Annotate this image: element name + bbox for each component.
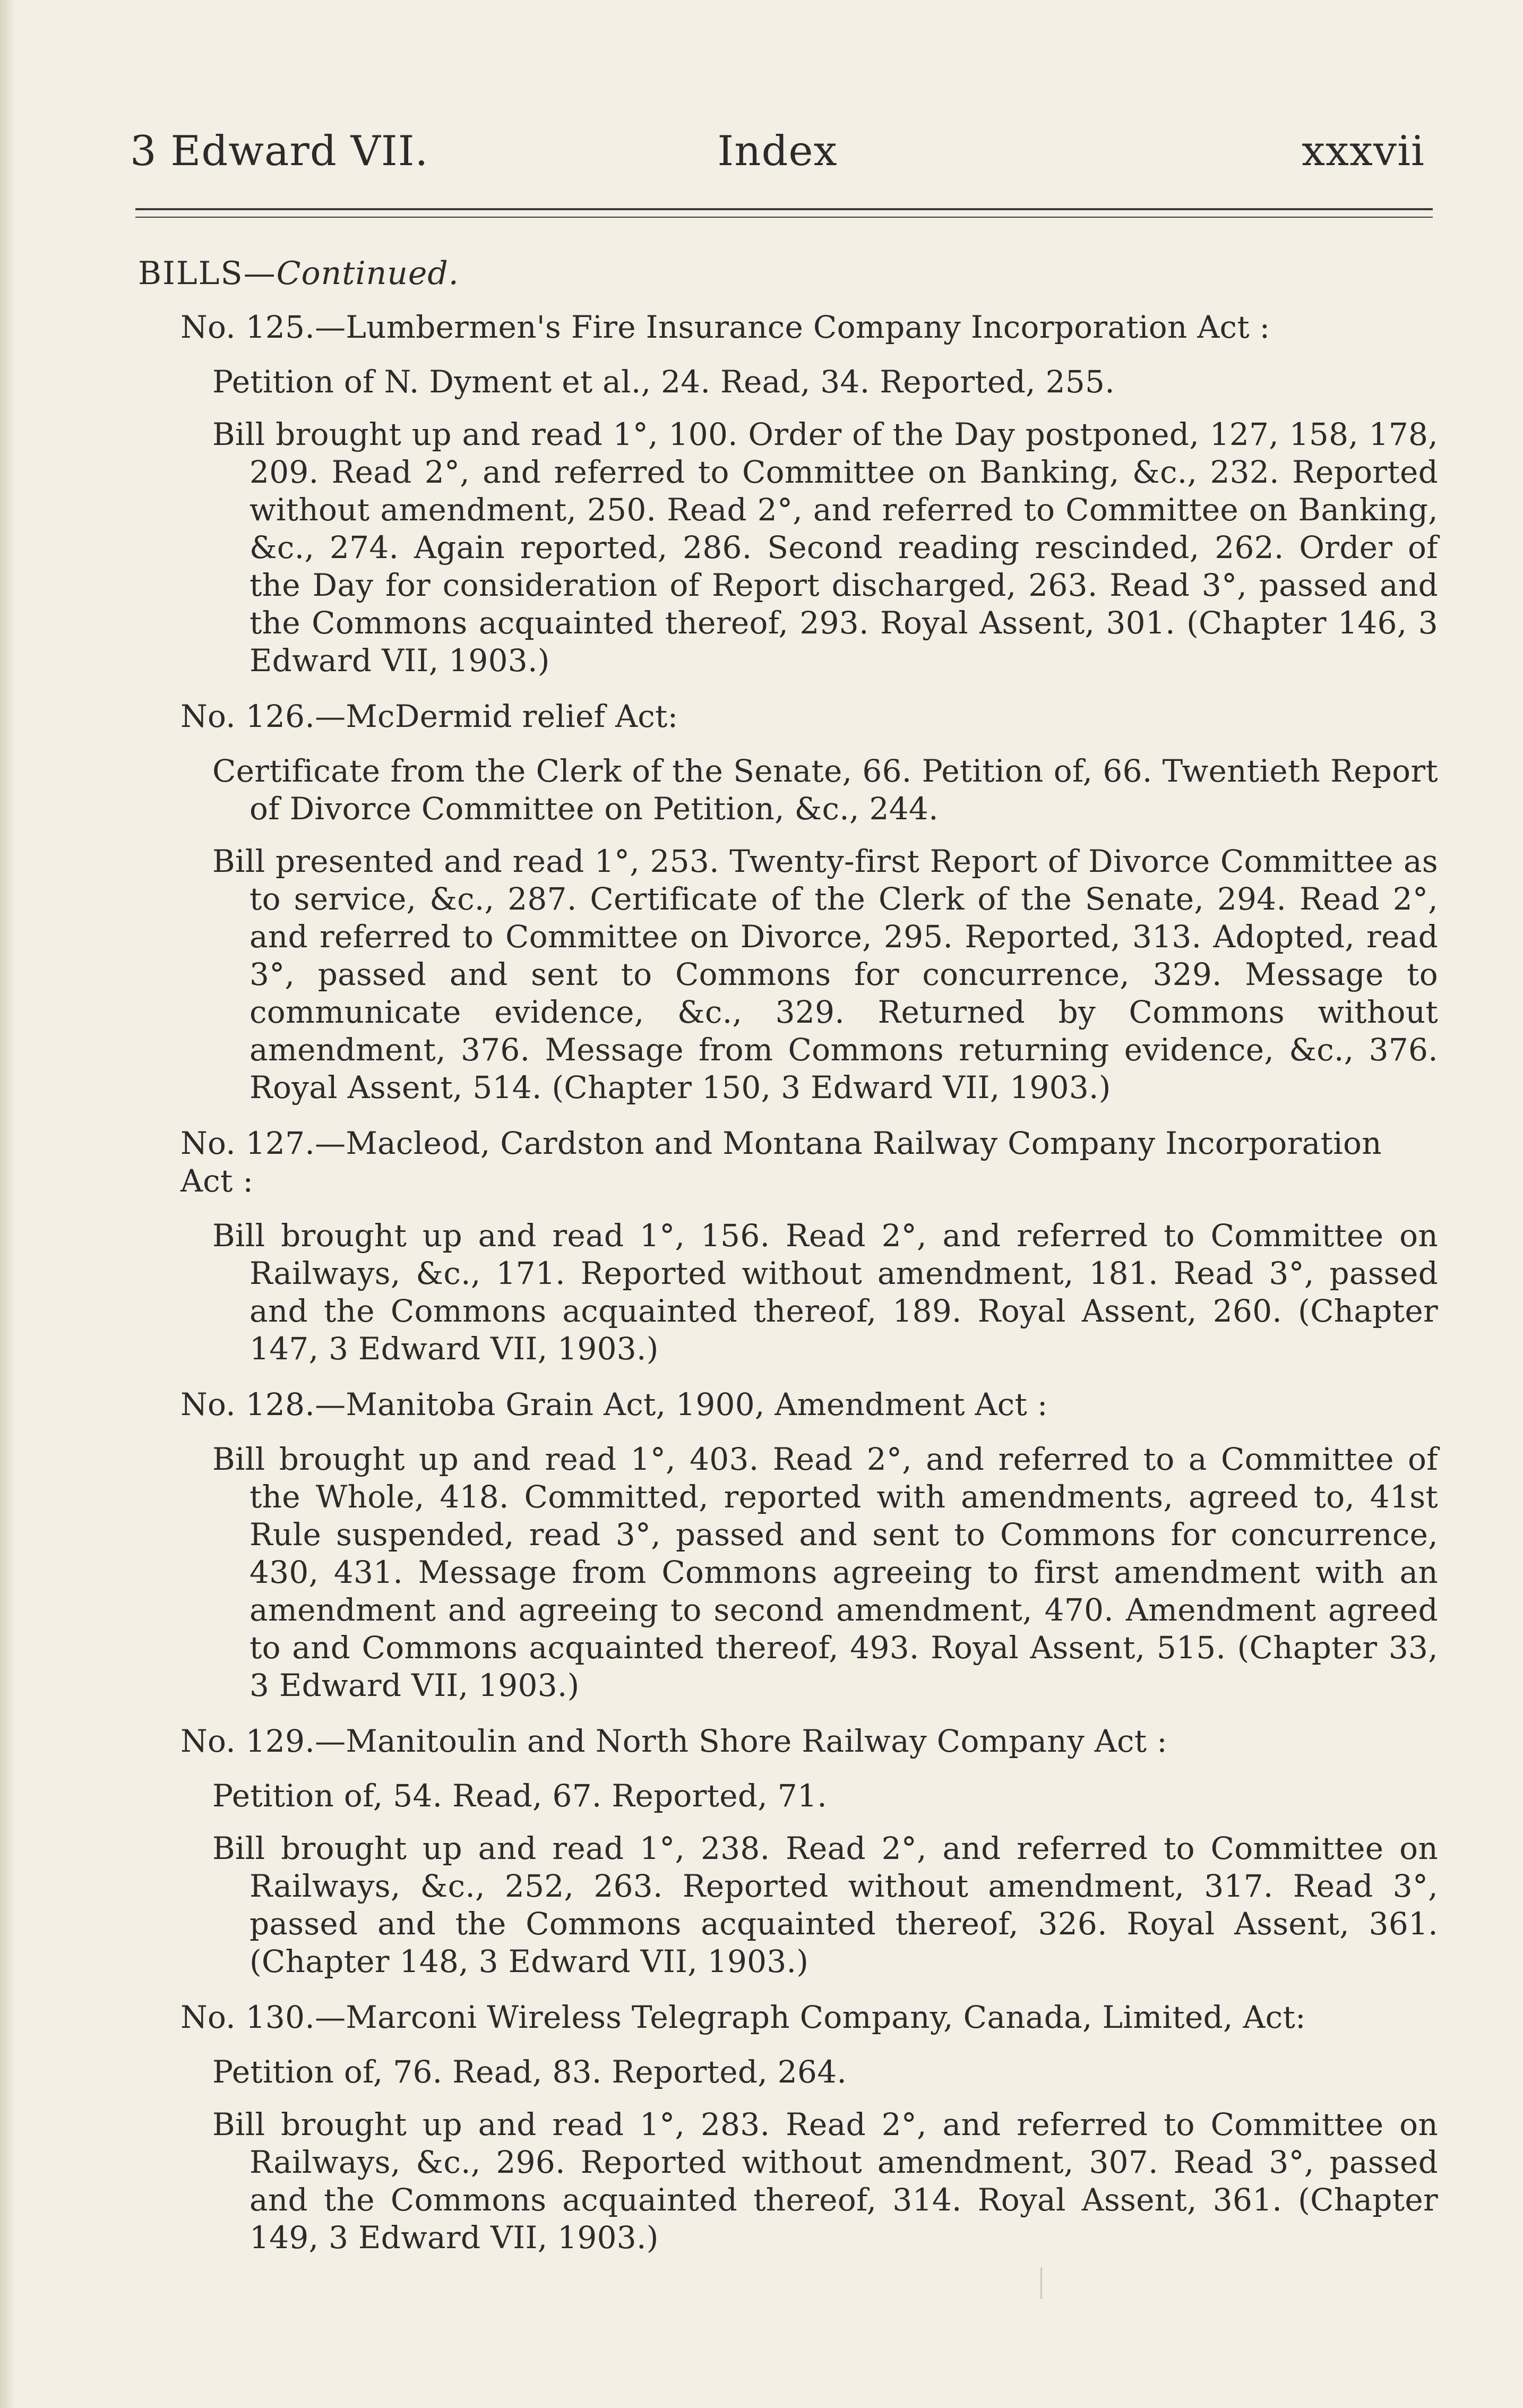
bill-title: No. 129.—Manitoulin and North Shore Railway Company Act :	[180, 1723, 1167, 1759]
header-title: Index	[717, 127, 838, 175]
bill-entry	[138, 309, 1438, 680]
page-binding-edge	[0, 0, 15, 2408]
header-rule-thick	[135, 208, 1433, 210]
bill-paragraph: Petition of, 54. Read, 67. Reported, 71.	[212, 1778, 827, 1814]
index-content	[138, 255, 1438, 2275]
bill-paragraph: Bill presented and read 1°, 253. Twenty-first Report of Divorce Committee as to service, &c., 287. Certificate of the Clerk of the Senate, 294. Read 2°, and referred to Committee on Divorce, 295. Reported, 313. Adopted, read 3°, passed and sent to Commons for concurrence, 329. Message to communicate evidence, &c., 329. Returned by Commons without amendment, 376. Message from Commons returning evidence, &c., 376. Royal Assent, 514. (Chapter 150, 3 Edward VII, 1903.)	[212, 843, 1438, 1106]
section-continued: Continued.	[276, 255, 459, 292]
bill-entry	[138, 1999, 1438, 2257]
bill-entry	[138, 1723, 1438, 1981]
bill-paragraph: Bill brought up and read 1°, 100. Order of the Day postponed, 127, 158, 178, 209. Read 2°, and referred to Committee on Banking, &c., 232. Reported without amendment, 250. Read 2°, and referred to Committee on Banking, &c., 274. Again reported, 286. Second reading rescinded, 262. Order of the Day for consideration of Report discharged, 263. Read 3°, passed and the Commons acquainted thereof, 293. Royal Assent, 301. (Chapter 146, 3 Edward VII, 1903.)	[212, 416, 1438, 679]
bill-paragraph: Petition of N. Dyment et al., 24. Read, 34. Reported, 255.	[212, 364, 1115, 400]
bill-paragraph: Bill brought up and read 1°, 403. Read 2°, and referred to a Committee of the Whole, 418. Committed, reported with amendments, agreed to, 41st Rule suspended, read 3°, passed and sent to Commons for concurrence, 430, 431. Message from Commons agreeing to first amendment with an amendment and agreeing to second amendment, 470. Amendment agreed to and Commons acquainted thereof, 493. Royal Assent, 515. (Chapter 33, 3 Edward VII, 1903.)	[212, 1441, 1438, 1703]
page-mark	[1040, 2267, 1042, 2299]
running-header	[130, 122, 1425, 181]
bill-paragraph: Bill brought up and read 1°, 283. Read 2°, and referred to Committee on Railways, &c., 296. Reported without amendment, 307. Read 3°, passed and the Commons acquainted thereof, 314. Royal Assent, 361. (Chapter 149, 3 Edward VII, 1903.)	[212, 2106, 1438, 2256]
header-rule-thin	[135, 217, 1433, 218]
bill-paragraph: Petition of, 76. Read, 83. Reported, 264.	[212, 2054, 847, 2090]
bill-title: No. 125.—Lumbermen's Fire Insurance Company Incorporation Act :	[180, 309, 1270, 345]
header-volume: 3 Edward VII.	[130, 127, 429, 175]
bill-entry	[138, 1125, 1438, 1368]
bill-paragraph: Certificate from the Clerk of the Senate, 66. Petition of, 66. Twentieth Report of Divorce Committee on Petition, &c., 244.	[212, 753, 1438, 827]
header-page-number: xxxvii	[1302, 127, 1425, 175]
bill-entry	[138, 698, 1438, 1107]
section-title: BILLS—	[138, 255, 277, 292]
bill-title: No. 127.—Macleod, Cardston and Montana Railway Company Incorporation Act :	[180, 1125, 1382, 1199]
section-heading	[138, 255, 1438, 293]
bill-title: No. 126.—McDermid relief Act:	[180, 698, 678, 734]
bill-title: No. 128.—Manitoba Grain Act, 1900, Amendment Act :	[180, 1386, 1048, 1422]
bill-entry	[138, 1386, 1438, 1704]
bill-title: No. 130.—Marconi Wireless Telegraph Company, Canada, Limited, Act:	[180, 1999, 1306, 2035]
bill-paragraph: Bill brought up and read 1°, 156. Read 2°, and referred to Committee on Railways, &c., 171. Reported without amendment, 181. Read 3°, passed and the Commons acquainted thereof, 189. Royal Assent, 260. (Chapter 147, 3 Edward VII, 1903.)	[212, 1218, 1438, 1367]
bill-paragraph: Bill brought up and read 1°, 238. Read 2°, and referred to Committee on Railways, &c., 252, 263. Reported without amendment, 317. Read 3°, passed and the Commons acquainted thereof, 326. Royal Assent, 361. (Chapter 148, 3 Edward VII, 1903.)	[212, 1830, 1438, 1979]
